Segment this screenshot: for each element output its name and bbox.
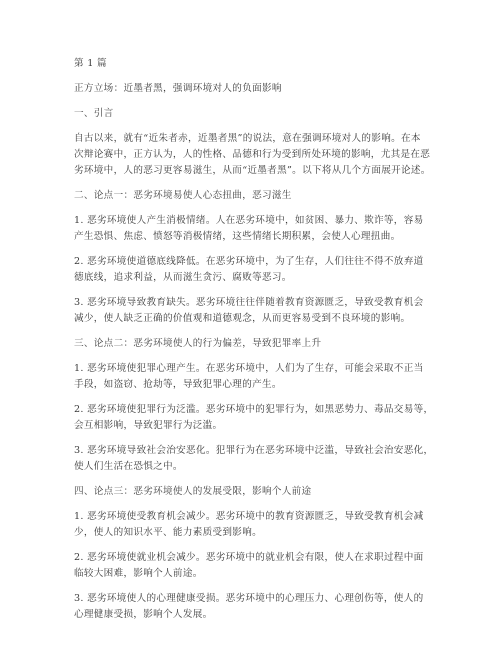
paragraph-line: 会互相影响，导致犯罪行为泛滥。 — [74, 420, 223, 431]
paragraph-line: 心理健康受损，影响个人发展。 — [74, 609, 213, 620]
paragraph-line: 少，使人的知识水平、能力素质受到影响。 — [74, 527, 262, 538]
section-4-heading: 四、论点三：恶劣环境使人的发展受限，影响个人前途 — [74, 486, 312, 497]
paragraph — [74, 295, 436, 327]
paragraph-line: 3. 恶劣环境导致教育缺失。恶劣环境往往伴随着教育资源匮乏，导致受教育机会 — [74, 297, 424, 308]
stance-line — [74, 81, 436, 97]
paragraph-line: 2. 恶劣环境使道德底线降低。在恶劣环境中，为了生存，人们往往不得不放弃道 — [74, 256, 424, 267]
paragraph-line: 3. 恶劣环境导致社会治安恶化。犯罪行为在恶劣环境中泛滥，导致社会治安恶化， — [74, 445, 434, 456]
paragraph-line: 手段，如盗窃、抢劫等，导致犯罪心理的产生。 — [74, 379, 282, 390]
page-label — [74, 56, 436, 72]
paragraph — [74, 254, 436, 286]
paragraph — [74, 509, 436, 541]
paragraph-line: 1. 恶劣环境使人产生消极情绪。人在恶劣环境中，如贫困、暴力、欺诈等，容易 — [74, 215, 424, 226]
paragraph-line: 1. 恶劣环境使受教育机会减少。恶劣环境中的教育资源匮乏，导致受教育机会减 — [74, 511, 424, 522]
paragraph — [74, 213, 436, 245]
section-heading — [74, 188, 436, 204]
paragraph-line: 3. 恶劣环境使人的心理健康受损。恶劣环境中的心理压力、心理创伤等，使人的 — [74, 593, 424, 604]
paragraph — [74, 402, 436, 434]
paragraph-line: 2. 恶劣环境使就业机会减少。恶劣环境中的就业机会有限，使人在求职过程中面 — [74, 552, 424, 563]
section-heading — [74, 484, 436, 500]
paragraph-line: 使人们生活在恐惧之中。 — [74, 461, 183, 472]
paragraph-line: 劣环境中，人的恶习更容易滋生，从而“近墨者黑”。以下将从几个方面展开论述。 — [74, 165, 431, 176]
paragraph-line: 产生恐惧、焦虑、愤怒等消极情绪，这些情绪长期积累，会使人心理扭曲。 — [74, 231, 401, 242]
page-label-text: 第 1 篇 — [74, 58, 107, 69]
paragraph-line: 2. 恶劣环境使犯罪行为泛滥。恶劣环境中的犯罪行为，如黑恶势力、毒品交易等， — [74, 404, 434, 415]
section-2-heading: 二、论点一：恶劣环境易使人心态扭曲，恶习滋生 — [74, 190, 292, 201]
paragraph-line: 减少，使人缺乏正确的价值观和道德观念，从而更容易受到不良环境的影响。 — [74, 313, 411, 324]
paragraph — [74, 131, 436, 179]
paragraph-line: 1. 恶劣环境使犯罪心理产生。在恶劣环境中，人们为了生存，可能会采取不正当 — [74, 363, 424, 374]
paragraph — [74, 443, 436, 475]
paragraph — [74, 591, 436, 623]
paragraph — [74, 550, 436, 582]
section-heading — [74, 106, 436, 122]
section-3-heading: 三、论点二：恶劣环境使人的行为偏差，导致犯罪率上升 — [74, 338, 322, 349]
stance-text: 正方立场：近墨者黑，强调环境对人的负面影响 — [74, 83, 282, 94]
paragraph-line: 自古以来，就有“近朱者赤，近墨者黑”的说法，意在强调环境对人的影响。在本 — [74, 133, 421, 144]
paragraph-line: 德底线，追求利益，从而滋生贪污、腐败等恶习。 — [74, 272, 292, 283]
document-body — [74, 56, 436, 632]
paragraph-line: 临较大困难，影响个人前途。 — [74, 568, 203, 579]
section-1-heading: 一、引言 — [74, 108, 114, 119]
section-heading — [74, 336, 436, 352]
paragraph — [74, 361, 436, 393]
paragraph-line: 次辩论赛中，正方认为，人的性格、品德和行为受到所处环境的影响，尤其是在恶 — [74, 149, 431, 160]
